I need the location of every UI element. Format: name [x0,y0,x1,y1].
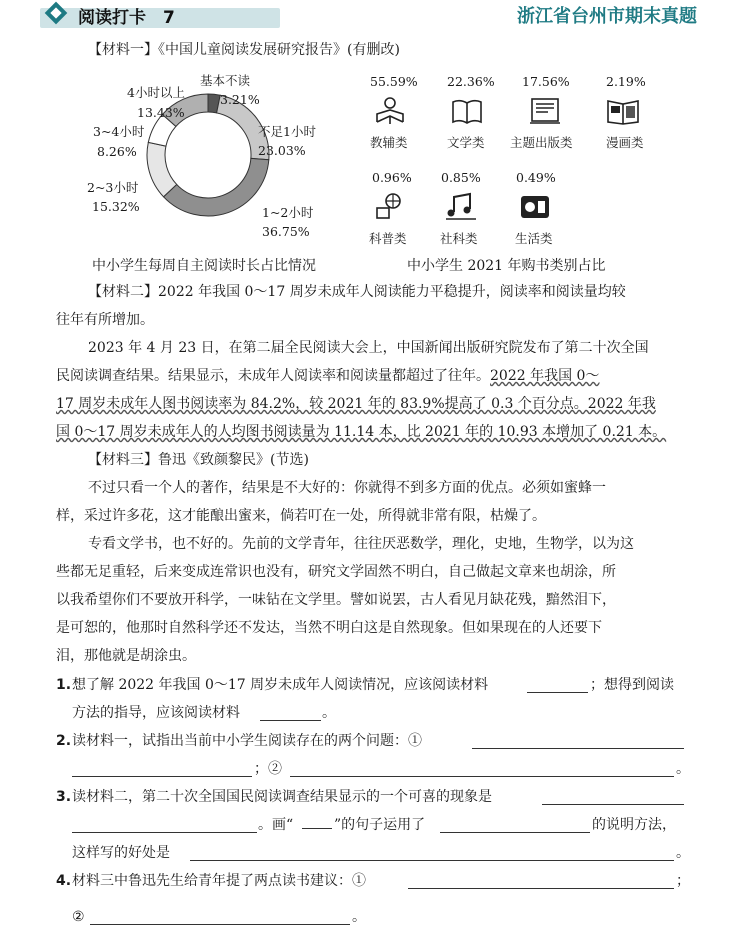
label-cat-0: 基本不读 [200,73,251,88]
label-val-2: 36.75% [262,224,310,239]
material-1-label: 【材料一】《中国儿童阅读发展研究报告》(有删改) [88,42,400,58]
q3-text-d: 的说明方法， [592,817,676,833]
q1-text-c: 方法的指导，应该阅读材料 [72,705,240,721]
material-2-line-2: 往年有所增加。 [56,312,154,328]
q2-text-b: ；② [254,761,282,777]
book-pct-1: 22.36% [447,74,495,89]
material-2-line-4 [56,369,599,383]
q4-answer-blank-2[interactable] [90,924,350,925]
open-book-icon [450,96,484,126]
q2-number: 2. [56,733,72,749]
material-2-line-1: 【材料二】2022 年我国 0～17 周岁未成年人阅读能力平稳提升，阅读率和阅读量均较 [88,284,626,300]
page-title: 阅读打卡 7 [78,8,175,28]
material-3-line-6: 是可恕的，他那时自然科学还不发达，当然不明白这是自然现象。但如果现在的人还要下 [56,620,602,636]
material-3-line-2: 样，采过许多花，这才能酿出蜜来，倘若叮在一处，所得就非常有限，枯燥了。 [56,508,546,524]
q3-answer-blank-3[interactable] [190,860,674,861]
q4-text-d: 。 [352,909,366,925]
source-label: 浙江省台州市期末真题 [517,6,697,27]
q2-answer-blank-2[interactable] [290,776,674,777]
label-val-5: 13.43% [137,105,185,120]
q3-number: 3. [56,789,72,805]
q2-answer-blank-1[interactable] [472,748,684,749]
q3-mark-blank[interactable] [302,828,332,829]
material-3-line-1: 不过只看一个人的著作，结果是不大好的：你就得不到多方面的优点。必须如蜜蜂一 [88,480,606,496]
label-val-0: 3.21% [220,92,260,107]
book-chart-title: 中小学生 2021 年购书类别占比 [407,258,606,274]
q1-text-b: ；想得到阅读 [590,677,674,693]
book-pct-2: 17.56% [522,74,570,89]
material-3-line-4: 些都无足重轻，后来变成连常识也没有，研究文学固然不明白，自己做起文章来也胡涂，所 [56,564,616,580]
label-val-1: 23.03% [258,143,306,158]
book-name-0: 教辅类 [370,135,408,150]
book-pct-3: 2.19% [606,74,646,89]
book-name-5: 社科类 [440,231,478,246]
book-pct-0: 55.59% [370,74,418,89]
material-3-label: 【材料三】鲁迅《致颜黎民》(节选) [88,452,309,468]
q3-answer-blank-1[interactable] [542,804,684,805]
music-notes-icon [444,192,478,222]
comic-book-icon [606,96,640,126]
label-val-4: 8.26% [97,144,137,159]
label-cat-3: 2~3小时 [87,180,139,195]
label-val-3: 15.32% [92,199,140,214]
q4-number: 4. [56,873,72,889]
q2-text-c: 。 [676,761,690,777]
q3-answer-blank-2[interactable] [440,832,590,833]
material-2-line-6: 国 0～17 周岁未成年人的人均图书阅读量为 11.14 本，比 2021 年的 10.93 本增加了 0.21 本。 [56,424,667,440]
label-cat-1: 不足1小时 [258,124,316,139]
lifestyle-icon [518,192,552,222]
book-pct-6: 0.49% [516,170,556,185]
q2-text-a: 读材料一，试指出当前中小学生阅读存在的两个问题：① [72,733,422,749]
book-name-4: 科普类 [369,231,407,246]
material-3-line-7: 泪，那他就是胡涂虫。 [56,648,196,664]
q3-text-a: 读材料二，第二十次全国国民阅读调查结果显示的一个可喜的现象是 [72,789,492,805]
q4-answer-blank-1[interactable] [408,888,674,889]
book-name-6: 生活类 [515,231,553,246]
donut-slice-3 [147,142,177,196]
q1-number: 1. [56,677,72,693]
material-2-line-3: 2023 年 4 月 23 日，在第二届全民阅读大会上，中国新闻出版研究院发布了第二十次全国 [88,340,649,356]
material-2-line-4-wavy: 2022 年我国 0～ [490,368,600,384]
donut-chart-title: 中小学生每周自主阅读时长占比情况 [92,258,316,274]
q1-answer-blank-1[interactable] [527,692,588,693]
globe-computer-icon [373,192,407,222]
q4-text-c: ② [72,909,85,925]
q1-text-a: 想了解 2022 年我国 0～17 周岁未成年人阅读情况，应该阅读材料 [72,677,489,693]
donut-slice-2 [164,158,269,216]
q1-text-d: 。 [322,705,336,721]
material-2-line-4-plain: 民阅读调查结果。结果显示，未成年人阅读率和阅读量都超过了往年。 [56,368,490,384]
q3-text-f: 。 [676,845,690,861]
q1-answer-blank-2[interactable] [260,720,321,721]
book-name-3: 漫画类 [606,135,644,150]
book-pct-5: 0.85% [441,170,481,185]
q3-text-b: 。画“ [258,817,294,833]
material-3-line-3: 专看文学书，也不好的。先前的文学青年，往往厌恶数学，理化，史地，生物学，以为这 [88,536,634,552]
q2-answer-blank-1b[interactable] [72,776,252,777]
material-3-line-5: 以我希望你们不要放开科学，一味钻在文学里。譬如说罢，古人看见月缺花残，黯然泪下， [56,592,616,608]
label-cat-2: 1~2小时 [262,205,314,220]
q4-text-a: 材料三中鲁迅先生给青年提了两点读书建议：① [72,873,366,889]
q3-answer-blank-1b[interactable] [72,832,257,833]
label-cat-4: 3~4小时 [93,124,145,139]
q4-text-b: ； [676,873,690,889]
book-name-2: 主题出版类 [510,135,573,150]
book-name-1: 文学类 [447,135,485,150]
document-book-icon [528,96,562,126]
student-reading-icon [373,96,407,126]
material-2-line-5: 17 周岁未成年人图书阅读率为 84.2%，较 2021 年的 83.9%提高了 0.3 个百分点。2022 年我 [56,396,656,412]
q3-text-e: 这样写的好处是 [72,845,170,861]
book-pct-4: 0.96% [372,170,412,185]
page-header [0,0,735,36]
label-cat-5: 4小时以上 [127,85,185,100]
q3-text-c: ”的句子运用了 [334,817,426,833]
